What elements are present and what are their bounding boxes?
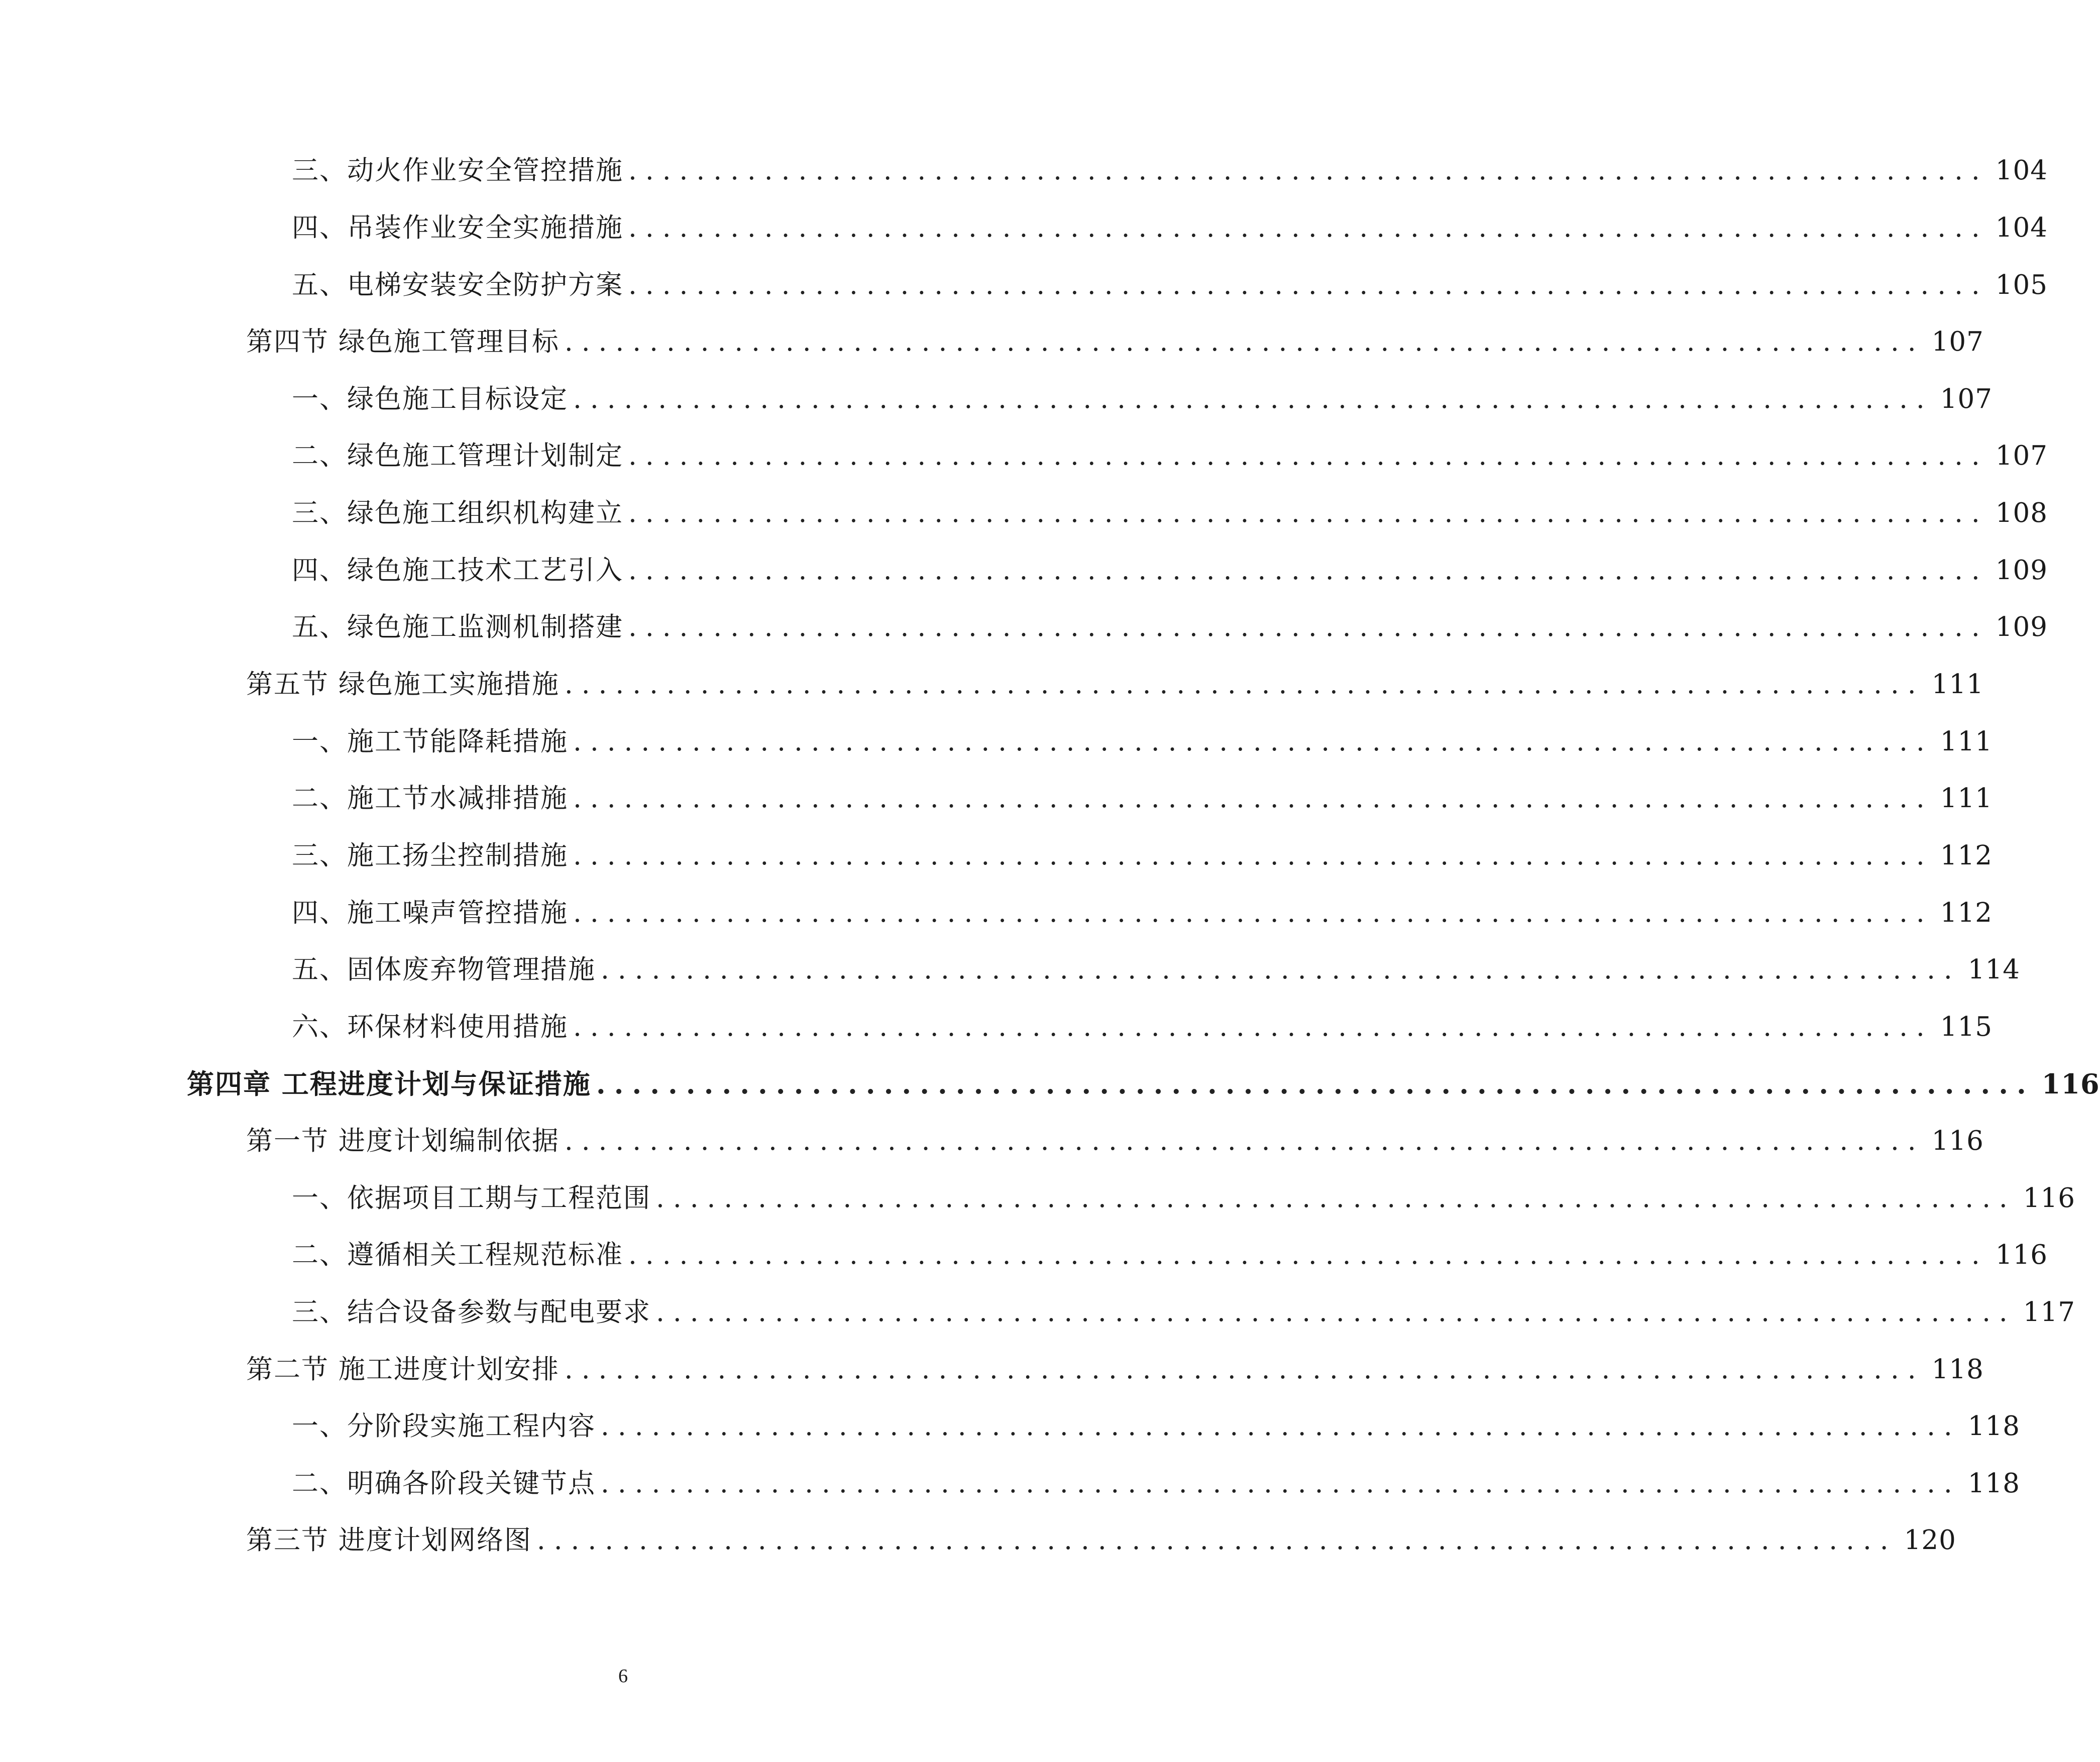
toc-entry-title: 五、固体废弃物管理措施	[292, 954, 596, 985]
toc-entry[interactable]	[292, 999, 1993, 1056]
toc-entry[interactable]	[292, 1455, 2020, 1512]
toc-entry-title: 一、依据项目工期与工程范围	[292, 1183, 651, 1214]
toc-entry-page: 109	[1995, 555, 2048, 586]
toc-entry[interactable]	[292, 885, 1993, 942]
toc-entry[interactable]	[292, 1284, 2075, 1341]
toc-entry-title: 二、施工节水减排措施	[292, 783, 568, 814]
toc-leader-dots: ................................................................................	[573, 840, 1933, 871]
toc-entry-title: 第五节 绿色施工实施措施	[246, 669, 560, 700]
toc-entry-title: 三、施工扬尘控制措施	[292, 840, 568, 871]
toc-entry-page: 118	[1967, 1468, 2020, 1499]
toc-leader-dots: ................................................................................	[596, 1068, 2035, 1100]
toc-entry-title: 第四节 绿色施工管理目标	[246, 326, 560, 357]
toc-entry[interactable]	[292, 542, 2048, 599]
toc-entry[interactable]	[292, 770, 1993, 827]
toc-entry-title: 四、吊装作业安全实施措施	[292, 212, 623, 243]
toc-leader-dots: ................................................................................	[628, 1240, 1988, 1270]
toc-entry[interactable]	[292, 827, 1993, 885]
toc-entry-title: 三、绿色施工组织机构建立	[292, 498, 623, 528]
toc-entry-title: 第四章 工程进度计划与保证措施	[187, 1068, 591, 1100]
toc-entry-title: 五、绿色施工监测机制搭建	[292, 612, 623, 642]
toc-leader-dots: ................................................................................	[564, 1126, 1925, 1156]
toc-entry[interactable]	[246, 313, 1984, 371]
toc-entry-page: 111	[1940, 726, 1993, 757]
toc-leader-dots: ................................................................................	[601, 1468, 1961, 1499]
toc-leader-dots: ................................................................................	[573, 898, 1933, 928]
toc-entry-page: 112	[1940, 840, 1993, 871]
toc-entry[interactable]	[246, 1341, 1984, 1398]
toc-entry-title: 三、结合设备参数与配电要求	[292, 1297, 651, 1328]
toc-entry-page: 107	[1940, 384, 1993, 414]
toc-entry-page: 117	[2023, 1297, 2075, 1328]
toc-entry-page: 118	[1967, 1411, 2020, 1442]
toc-leader-dots: ................................................................................	[656, 1297, 2016, 1328]
toc-entry-title: 三、动火作业安全管控措施	[292, 155, 623, 186]
toc-entry-title: 一、施工节能降耗措施	[292, 726, 568, 757]
toc-entry[interactable]	[292, 485, 2048, 542]
toc-entry-page: 112	[1940, 898, 1993, 928]
toc-entry-page: 116	[2041, 1068, 2100, 1100]
toc-entry-page: 116	[2023, 1183, 2075, 1214]
toc-leader-dots: ................................................................................	[601, 1411, 1961, 1442]
toc-entry-title: 二、绿色施工管理计划制定	[292, 440, 623, 471]
toc-entry-page: 114	[1967, 954, 2020, 985]
toc-leader-dots: ................................................................................	[573, 384, 1933, 414]
page-number: 6	[618, 1666, 628, 1687]
toc-entry-page: 118	[1931, 1354, 1984, 1385]
toc-entry-page: 116	[1931, 1126, 1984, 1156]
toc-entry-title: 第二节 施工进度计划安排	[246, 1354, 560, 1385]
toc-entry-page: 120	[1904, 1525, 1956, 1556]
toc-entry-page: 104	[1995, 155, 2048, 186]
toc-entry[interactable]	[246, 1113, 1984, 1170]
toc-entry-page: 104	[1995, 212, 2048, 243]
toc-leader-dots: ................................................................................	[628, 155, 1988, 186]
toc-entry-page: 115	[1940, 1012, 1993, 1042]
toc-leader-dots: ................................................................................	[628, 612, 1988, 642]
toc-entry[interactable]	[292, 1398, 2020, 1455]
toc-entry-title: 第一节 进度计划编制依据	[246, 1126, 560, 1156]
toc-entry-title: 第三节 进度计划网络图	[246, 1525, 532, 1556]
toc-entry-page: 109	[1995, 612, 2048, 642]
toc-entry-title: 一、绿色施工目标设定	[292, 384, 568, 414]
toc-entry-page: 107	[1995, 440, 2048, 471]
toc-entry-page: 111	[1931, 669, 1984, 700]
toc-entry-page: 116	[1995, 1240, 2048, 1270]
toc-entry[interactable]	[246, 656, 1984, 713]
toc-entry[interactable]	[292, 1170, 2075, 1227]
toc-leader-dots: ................................................................................	[628, 498, 1988, 528]
toc-entry-page: 105	[1995, 270, 2048, 300]
toc-leader-dots: ................................................................................	[628, 555, 1988, 586]
toc-entry[interactable]	[292, 713, 1993, 770]
toc-entry[interactable]	[292, 1227, 2048, 1284]
toc-leader-dots: ................................................................................	[656, 1183, 2016, 1214]
toc-entry-page: 111	[1940, 783, 1993, 814]
toc-entry-title: 二、遵循相关工程规范标准	[292, 1240, 623, 1270]
toc-leader-dots: ................................................................................	[564, 669, 1925, 700]
toc-leader-dots: ................................................................................	[573, 783, 1933, 814]
toc-leader-dots: ................................................................................	[628, 440, 1988, 471]
toc-leader-dots: ................................................................................	[573, 1012, 1933, 1042]
toc-entry-title: 四、施工噪声管控措施	[292, 898, 568, 928]
toc-leader-dots: ................................................................................	[536, 1525, 1897, 1556]
toc-leader-dots: ................................................................................	[628, 270, 1988, 300]
toc-entry[interactable]	[292, 371, 1993, 428]
toc-entry[interactable]	[292, 941, 2020, 999]
toc-entry[interactable]	[292, 599, 2048, 656]
toc-entry-title: 二、明确各阶段关键节点	[292, 1468, 596, 1499]
toc-leader-dots: ................................................................................	[564, 1354, 1925, 1385]
toc-entry-page: 108	[1995, 498, 2048, 528]
toc-entry[interactable]	[292, 142, 2048, 199]
toc-entry[interactable]	[246, 1512, 1956, 1569]
toc-entry-chapter[interactable]	[187, 1055, 2100, 1113]
toc-entry-title: 六、环保材料使用措施	[292, 1012, 568, 1042]
toc-leader-dots: ................................................................................	[628, 212, 1988, 243]
toc-entry[interactable]	[292, 427, 2048, 485]
toc-leader-dots: ................................................................................	[573, 726, 1933, 757]
toc-entry-title: 五、电梯安装安全防护方案	[292, 270, 623, 300]
toc-leader-dots: ................................................................................	[564, 326, 1925, 357]
toc-entry[interactable]	[292, 199, 2048, 257]
toc-entry-title: 四、绿色施工技术工艺引入	[292, 555, 623, 586]
toc-leader-dots: ................................................................................	[601, 954, 1961, 985]
toc-entry-title: 一、分阶段实施工程内容	[292, 1411, 596, 1442]
toc-entry-page: 107	[1931, 326, 1984, 357]
toc-entry[interactable]	[292, 257, 2048, 314]
